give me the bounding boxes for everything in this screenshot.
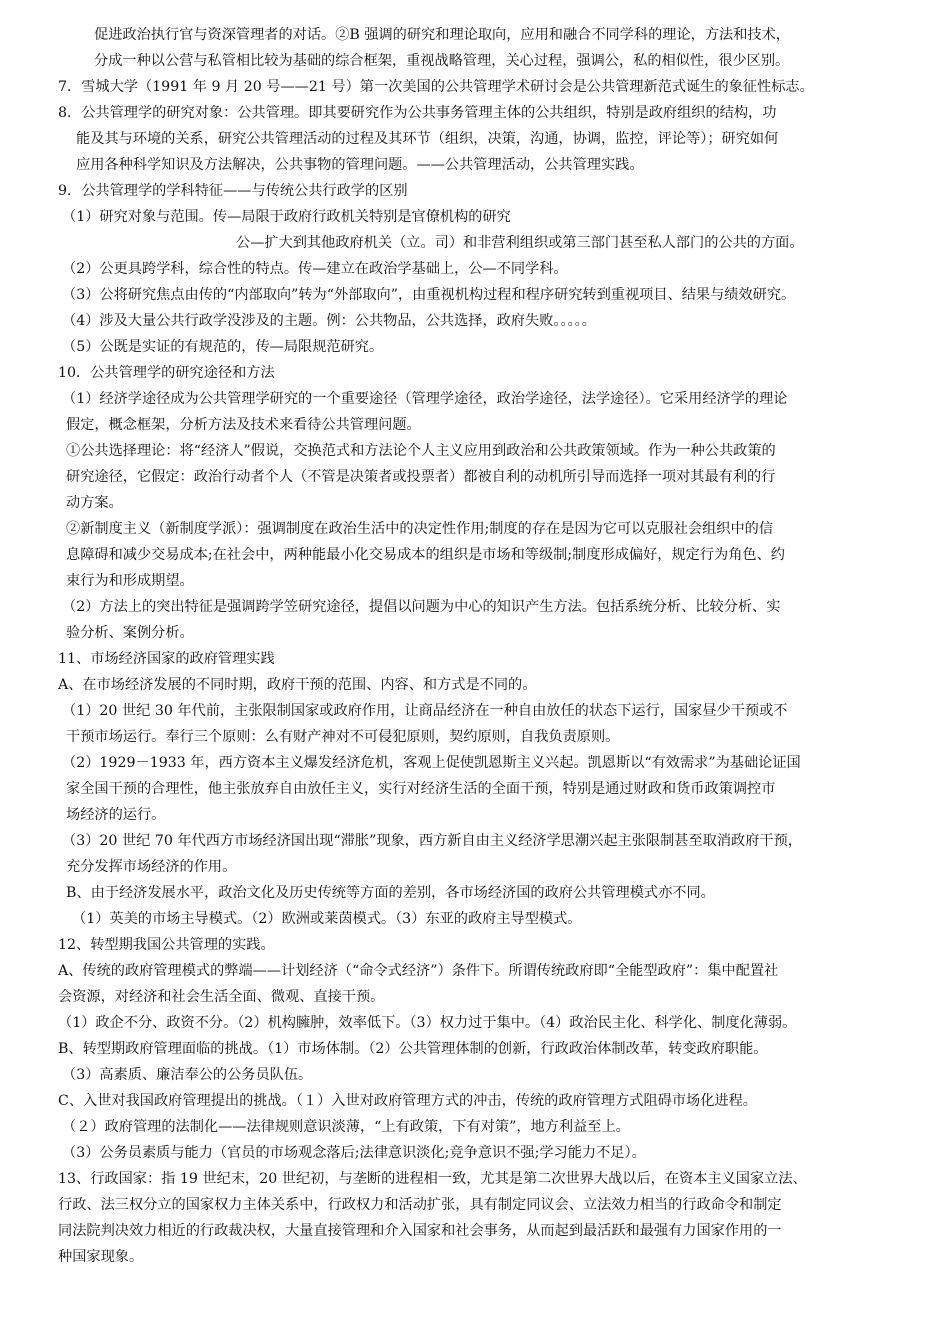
text-line: 动方案。 — [66, 495, 123, 511]
text-line: （4）涉及大量公共行政学没涉及的主题。例：公共物品，公共选择，政府失败。。。。。 — [62, 313, 596, 329]
text-line: 行政、法三权分立的国家权力主体关系中，行政权力和活动扩张，具有制定同议会、立法效力相当的行政命令和制定 — [58, 1197, 782, 1213]
text-line: （1）英美的市场主导模式。（2）欧洲或莱茵模式。（3）东亚的政府主导型模式。 — [72, 911, 582, 927]
text-line: 12、转型期我国公共管理的实践。 — [58, 937, 275, 953]
text-line: 束行为和形成期望。 — [66, 573, 194, 589]
text-line: 能及其与环境的关系，研究公共管理活动的过程及其环节（组织，决策，沟通，协调，监控，评论等）；研究如何 — [76, 131, 779, 147]
text-line: 种国家现象。 — [58, 1249, 144, 1265]
text-line: （3）公务员素质与能力（官员的市场观念落后;法律意识淡化;竞争意识不强;学习能力不足）。 — [62, 1145, 646, 1161]
text-line: （3）公将研究焦点由传的“内部取向”转为“外部取向”，由重视机构过程和程序研究转到重视项目、结果与绩效研究。 — [62, 287, 796, 303]
text-line: 分成一种以公营与私管相比较为基础的综合框架，重视战略管理，关心过程，强调公，私的相似性，很少区别。 — [94, 53, 790, 69]
text-line: （3）高素质、廉洁奉公的公务员队伍。 — [62, 1067, 313, 1083]
text-line: A、传统的政府管理模式的弊端——计划经济（“命令式经济”）条件下。所谓传统政府即“全能型政府”：集中配置社 — [58, 963, 779, 979]
text-line: 8．公共管理学的研究对象：公共管理。即其要研究作为公共事务管理主体的公共组织，特别是政府组织的结构，功 — [58, 105, 777, 121]
text-line: （5）公既是实证的有规范的，传—局限规范研究。 — [62, 339, 384, 355]
text-line: 会资源，对经济和社会生活全面、微观、直接干预。 — [58, 989, 385, 1005]
text-line: 11、市场经济国家的政府管理实践 — [58, 651, 275, 667]
text-line: 息障碍和减少交易成本;在社会中，两种能最小化交易成本的组织是市场和等级制;制度形成偏好，规定行为角色、约 — [66, 547, 785, 563]
text-line: 同法院判决效力相近的行政裁决权，大量直接管理和介入国家和社会事务，从而起到最活跃和最强有力国家作用的一 — [58, 1223, 782, 1239]
text-line: 应用各种科学知识及方法解决，公共事物的管理问题。——公共管理活动，公共管理实践。 — [76, 157, 644, 173]
text-line: （２）政府管理的法制化——法律规则意识淡薄，“上有政策，下有对策”，地方利益至上。 — [62, 1119, 630, 1135]
text-line: 9．公共管理学的学科特征——与传统公共行政学的区别 — [58, 183, 408, 199]
text-line: 公—扩大到其他政府机关（立。司）和非营利组织或第三部门甚至私人部门的公共的方面。 — [236, 235, 804, 251]
text-line: 10．公共管理学的研究途径和方法 — [58, 365, 275, 381]
text-line: C、入世对我国政府管理提出的挑战。（１）入世对政府管理方式的冲击，传统的政府管理方式阻碍市场化进程。 — [58, 1093, 757, 1109]
text-line: （3）20 世纪 70 年代西方市场经济国出现“滞胀”现象，西方新自由主义经济学思潮兴起主张限制甚至取消政府干预， — [62, 833, 802, 849]
text-line: ①公共选择理论：将“经济人”假说，交换范式和方法论个人主义应用到政治和公共政策领域。作为一种公共政策的 — [66, 443, 776, 459]
text-line: （1）研究对象与范围。传—局限于政府行政机关特别是官僚机构的研究 — [62, 209, 511, 225]
text-line: A、在市场经济发展的不同时期，政府干预的范围、内容、和方式是不同的。 — [58, 677, 537, 693]
text-line: （1）经济学途径成为公共管理学研究的一个重要途径（管理学途径，政治学途径，法学途径）。它采用经济学的理论 — [62, 391, 788, 407]
text-line: 7．雪城大学（1991 年 9 月 20 号——21 号）第一次美国的公共管理学术研讨会是公共管理新范式诞生的象征性标志。 — [58, 79, 814, 95]
text-line: 场经济的运行。 — [66, 807, 166, 823]
text-line: ②新制度主义（新制度学派）：强调制度在政治生活中的决定性作用;制度的存在是因为它可以克服社会组织中的信 — [66, 521, 774, 537]
text-line: （2）方法上的突出特征是强调跨学笠研究途径，提倡以问题为中心的知识产生方法。包括系统分析、比较分析、实 — [62, 599, 781, 615]
text-line: （1）20 世纪 30 年代前，主张限制国家或政府作用，让商品经济在一种自由放任的状态下运行，国家昼少干预或不 — [62, 703, 788, 719]
text-line: B、由于经济发展水平，政治文化及历史传统等方面的差别，各市场经济国的政府公共管理模式亦不同。 — [66, 885, 715, 901]
text-line: 验分析、案例分析。 — [66, 625, 194, 641]
text-line: 促进政治执行官与资深管理者的对话。②B 强调的研究和理论取向，应用和融合不同学科的理论，方法和技术， — [94, 27, 790, 43]
text-line: 干预市场运行。奉行三个原则：么有财产神对不可侵犯原则，契约原则，自我负责原则。 — [66, 729, 620, 745]
text-line: 充分发挥市场经济的作用。 — [66, 859, 237, 875]
text-line: 13、行政国家：指 19 世纪末，20 世纪初，与垄断的进程相一致，尤其是第二次世界大战以后，在资本主义国家立法、 — [58, 1171, 807, 1187]
text-line: 假定，概念框架，分析方法及技术来看待公共管理问题。 — [66, 417, 421, 433]
text-line: 研究途径，它假定：政治行动者个人（不管是决策者或投票者）都被自利的动机所引导而选择一项对其最有利的行 — [66, 469, 776, 485]
text-line: （1）政企不分、政资不分。（2）机构臃肿，效率低下。（3）权力过于集中。（4）政治民主化、科学化、制度化薄弱。 — [58, 1015, 797, 1031]
text-line: B、转型期政府管理面临的挑战。（1）市场体制。（2）公共管理体制的创新，行政政治体制改革，转变政府职能。 — [58, 1041, 768, 1057]
text-line: 家全国干预的合理性，他主张放弃自由放任主义，实行对经济生活的全面干预，特别是通过财政和货币政策调控市 — [66, 781, 776, 797]
text-line: （2）公更具跨学科，综合性的特点。传—建立在政治学基础上，公—不同学科。 — [62, 261, 568, 277]
text-line: （2）1929－1933 年，西方资本主义爆发经济危机，客观上促使凯恩斯主义兴起。凯恩斯以“有效需求”为基础论证国 — [62, 755, 801, 771]
